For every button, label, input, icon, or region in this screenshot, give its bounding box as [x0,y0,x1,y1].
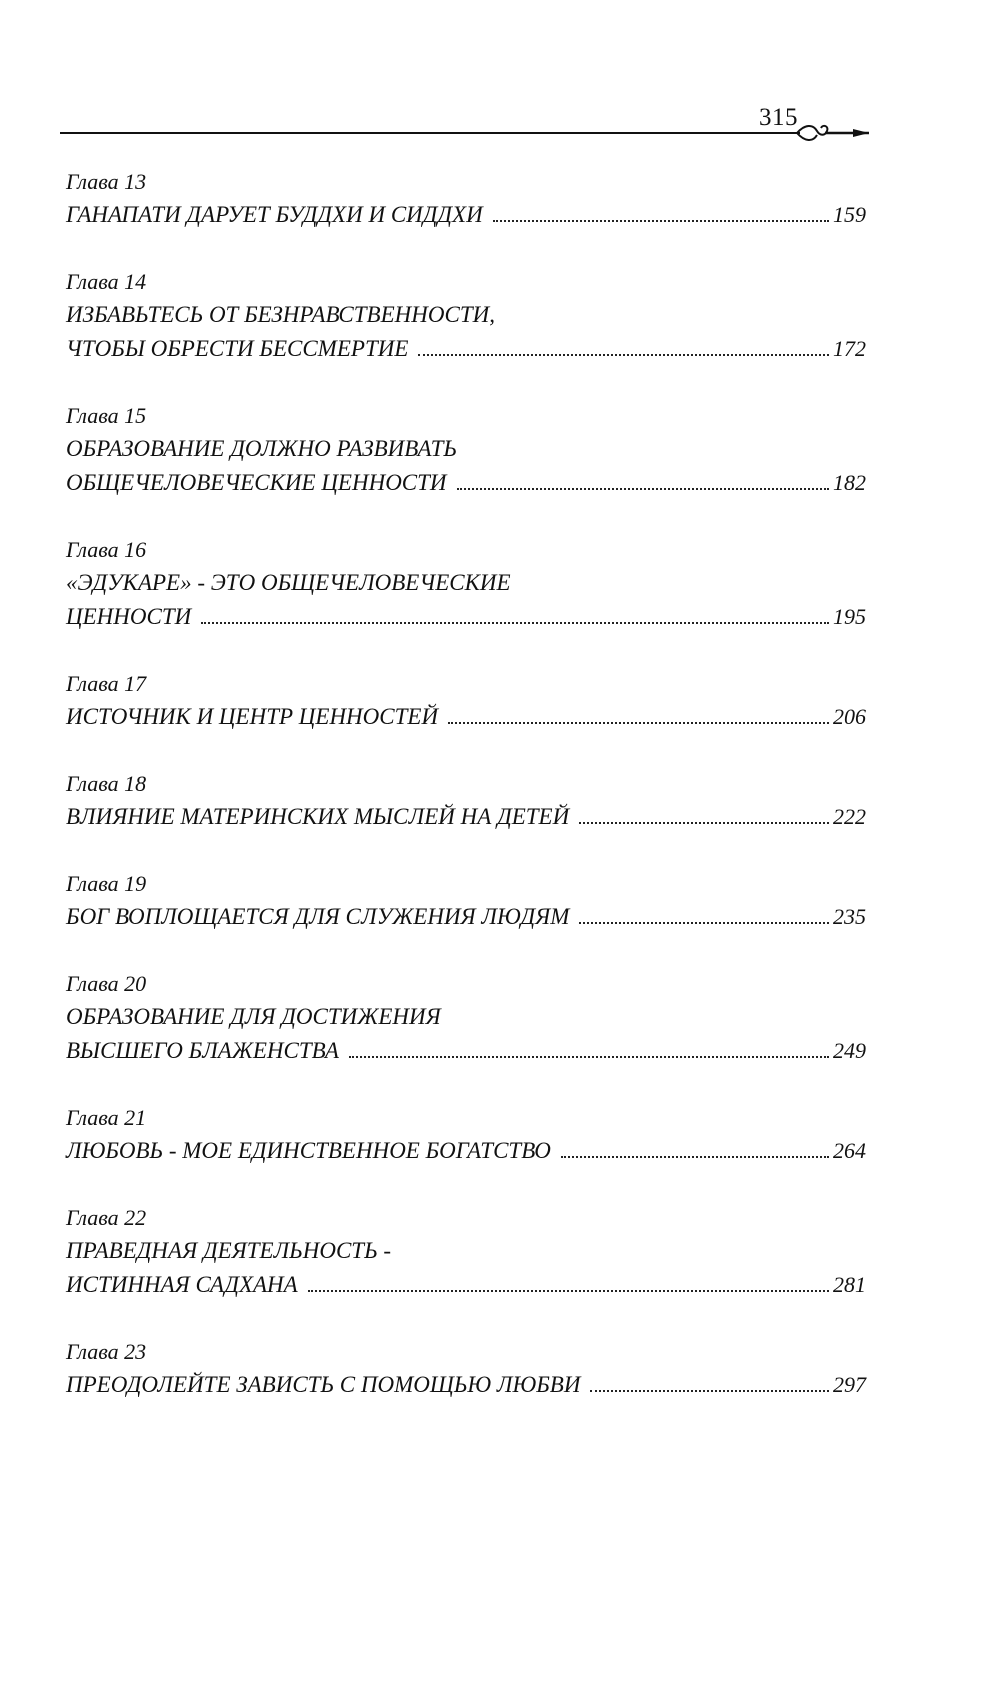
toc-entry [66,768,866,834]
dot-leader [457,487,829,490]
toc-entry [66,166,866,232]
chapter-page-number: 264 [833,1138,866,1163]
toc-entry [66,1102,866,1168]
chapter-title-line: ЛЮБОВЬ - МОЕ ЕДИНСТВЕННОЕ БОГАТСТВО [66,1138,551,1163]
chapter-page-number: 195 [833,604,866,629]
chapter-title-row [66,332,866,366]
chapter-label: Глава 21 [66,1105,147,1130]
chapter-title-line: ПРАВЕДНАЯ ДЕЯТЕЛЬНОСТЬ - [66,1238,392,1263]
chapter-label: Глава 17 [66,671,147,696]
toc-entry [66,266,866,366]
table-of-contents [66,166,866,1436]
chapter-label: Глава 23 [66,1339,147,1364]
header-rule [60,132,800,134]
chapter-label: Глава 19 [66,871,147,896]
chapter-title-row [66,1268,866,1302]
chapter-title-row [66,700,866,734]
chapter-title-row [66,1034,866,1068]
toc-entry [66,400,866,500]
chapter-title-row [66,1134,866,1168]
chapter-title-row [66,1368,866,1402]
toc-entry [66,968,866,1068]
chapter-title-row [66,466,866,500]
chapter-title-line: ГАНАПАТИ ДАРУЕТ БУДДХИ И СИДДХИ [66,202,483,227]
dot-leader [590,1389,829,1392]
chapter-title-line: ОБРАЗОВАНИЕ ДОЛЖНО РАЗВИВАТЬ [66,436,457,461]
chapter-page-number: 182 [833,470,866,495]
toc-entry [66,534,866,634]
toc-entry [66,668,866,734]
chapter-title-line: ВЛИЯНИЕ МАТЕРИНСКИХ МЫСЛЕЙ НА ДЕТЕЙ [66,804,570,829]
chapter-label: Глава 16 [66,537,147,562]
chapter-title-line: «ЭДУКАРЕ» - ЭТО ОБЩЕЧЕЛОВЕЧЕСКИЕ [66,570,511,595]
dot-leader [579,921,829,924]
chapter-title-line: ВЫСШЕГО БЛАЖЕНСТВА [66,1038,339,1063]
chapter-page-number: 281 [833,1272,866,1297]
chapter-page-number: 297 [833,1372,866,1397]
chapter-page-number: 249 [833,1038,866,1063]
chapter-title-line: ИСТИННАЯ САДХАНА [66,1272,298,1297]
chapter-title-line: ОБЩЕЧЕЛОВЕЧЕСКИЕ ЦЕННОСТИ [66,470,447,495]
chapter-label: Глава 20 [66,971,147,996]
chapter-label: Глава 15 [66,403,147,428]
chapter-label: Глава 18 [66,771,147,796]
chapter-label: Глава 14 [66,269,147,294]
dot-leader [201,621,829,624]
toc-entry [66,868,866,934]
chapter-title-line: ИЗБАВЬТЕСЬ ОТ БЕЗНРАВСТВЕННОСТИ, [66,302,495,327]
dot-leader [448,721,829,724]
chapter-title-row [66,198,866,232]
chapter-page-number: 159 [833,202,866,227]
dot-leader [561,1155,829,1158]
page-header [60,100,870,150]
chapter-title-row [66,600,866,634]
page-number: 315 [759,104,798,131]
chapter-label: Глава 13 [66,169,147,194]
chapter-page-number: 172 [833,336,866,361]
toc-entry [66,1336,866,1402]
chapter-title-line: БОГ ВОПЛОЩАЕТСЯ ДЛЯ СЛУЖЕНИЯ ЛЮДЯМ [66,904,570,929]
chapter-title-line: ИСТОЧНИК И ЦЕНТР ЦЕННОСТЕЙ [66,704,439,729]
chapter-title-line: ПРЕОДОЛЕЙТЕ ЗАВИСТЬ С ПОМОЩЬЮ ЛЮБВИ [66,1372,581,1397]
dot-leader [308,1289,829,1292]
chapter-title-line: ЦЕННОСТИ [66,604,192,629]
dot-leader [493,219,829,222]
chapter-title-line: ЧТОБЫ ОБРЕСТИ БЕССМЕРТИЕ [66,336,409,361]
chapter-label: Глава 22 [66,1205,147,1230]
chapter-page-number: 235 [833,904,866,929]
dot-leader [349,1055,829,1058]
chapter-page-number: 206 [833,704,866,729]
chapter-title-row [66,900,866,934]
toc-entry [66,1202,866,1302]
chapter-page-number: 222 [833,804,866,829]
dot-leader [418,353,829,356]
chapter-title-row [66,800,866,834]
chapter-title-line: ОБРАЗОВАНИЕ ДЛЯ ДОСТИЖЕНИЯ [66,1004,441,1029]
dot-leader [579,821,829,824]
flourish-ornament-icon [795,120,870,146]
